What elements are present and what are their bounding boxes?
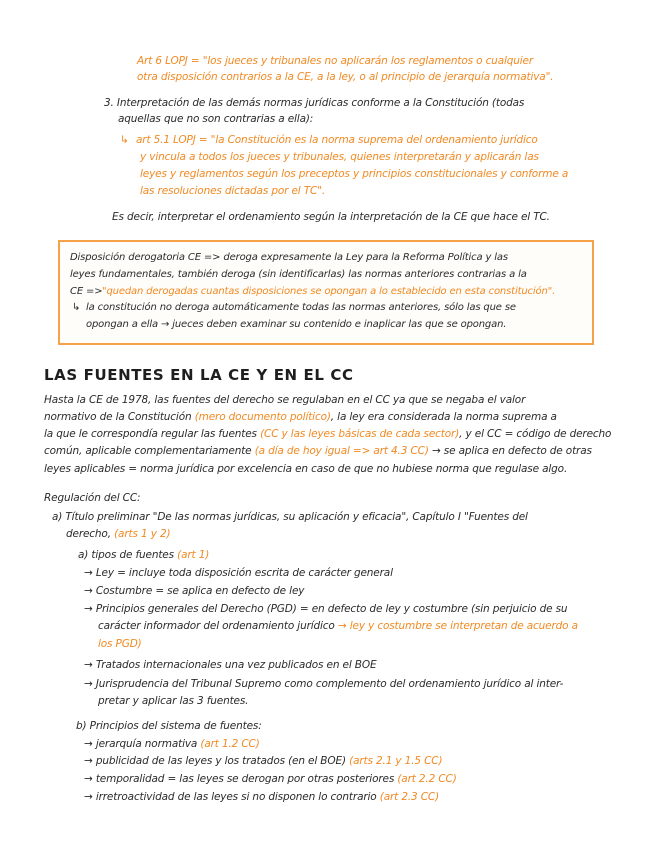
- para1-line3: [44, 427, 611, 441]
- para1-line4-c: → se aplica en defecto de otras: [431, 445, 592, 457]
- art51-line2: y vincula a todos los jueces y tribunales, quienes interpretarán y aplicarán las: [140, 151, 539, 163]
- es-decir-line: Es decir, interpretar el ordenamiento según la interpretación de la CE que hace el TC.: [112, 211, 550, 223]
- item3-line1: 3. Interpretación de las demás normas jurídicas conforme a la Constitución (todas: [104, 97, 525, 109]
- para1-line3-c: , y el CC = código de derecho: [459, 428, 612, 440]
- item-a-line2-b: (arts 1 y 2): [114, 528, 171, 540]
- art51-line1: art 5.1 LOPJ = "la Constitución es la norma suprema del ordenamiento jurídico: [136, 134, 538, 146]
- arrow-icon: ↳: [120, 134, 129, 146]
- para1-line5: leyes aplicables = norma jurídica por excelencia en caso de que no hubiese norma que regulase algo.: [44, 463, 568, 475]
- source-pgd-line1: → Principios generales del Derecho (PGD) = en defecto de ley y costumbre (sin perjuicio de su: [84, 603, 568, 615]
- source-pgd-line2-b: → ley y costumbre se interpretan de acuerdo a: [337, 620, 578, 632]
- principle-temporalidad-text: → temporalidad = las leyes se derogan por otras posteriores: [84, 773, 395, 785]
- para1-line1: Hasta la CE de 1978, las fuentes del derecho se regulaban en el CC ya que se negaba el valor: [44, 394, 526, 406]
- art6-quote-line2: otra disposición contrarios a la CE, a la ley, o al principio de jerarquía normativa".: [137, 71, 554, 83]
- para1-line3-b: (CC y las leyes básicas de cada sector): [260, 428, 460, 440]
- principle-temporalidad: [84, 772, 457, 786]
- subitem-a-ref: (art 1): [177, 549, 210, 561]
- item-a-line2: [66, 527, 170, 541]
- box-line3-prefix: CE =>: [70, 286, 103, 297]
- regulation-heading: Regulación del CC:: [44, 492, 141, 504]
- source-pgd-line2: [98, 619, 578, 633]
- item-a-line1: a) Título preliminar "De las normas jurídicas, su aplicación y eficacia", Capítulo I "Fuentes del: [52, 511, 528, 523]
- principle-temporalidad-ref: (art 2.2 CC): [397, 773, 457, 785]
- para1-line4: [44, 444, 592, 458]
- principle-publicidad: [84, 754, 442, 768]
- item3-line2: aquellas que no son contrarias a ella):: [118, 113, 314, 125]
- para1-line2-a: normativo de la Constitución: [44, 411, 192, 423]
- para1-line2: [44, 410, 557, 424]
- source-tratados: → Tratados internacionales una vez publicados en el BOE: [84, 659, 377, 671]
- source-jurisprudencia-line1: → Jurisprudencia del Tribunal Supremo como complemento del ordenamiento jurídico al inter-: [84, 678, 564, 690]
- art51-line4: las resoluciones dictadas por el TC".: [140, 185, 326, 197]
- source-pgd-line2-a: carácter informador del ordenamiento jurídico: [98, 620, 335, 632]
- para1-line2-c: , la ley era considerada la norma suprema a: [330, 411, 557, 423]
- principle-irretroactividad-ref: (art 2.3 CC): [379, 791, 440, 803]
- para1-line3-a: la que le correspondía regular las fuentes: [44, 428, 257, 440]
- art6-quote-line1: Art 6 LOPJ = "los jueces y tribunales no aplicarán los reglamentos o cualquier: [137, 55, 534, 67]
- subitem-b: b) Principios del sistema de fuentes:: [76, 720, 262, 732]
- principle-publicidad-text: → publicidad de las leyes y los tratados (en el BOE): [84, 755, 346, 767]
- source-ley: → Ley = incluye toda disposición escrita de carácter general: [84, 567, 393, 579]
- para1-line4-b: (a día de hoy igual => art 4.3 CC): [254, 445, 429, 457]
- principle-jerarquia: [84, 737, 260, 751]
- box-line1: Disposición derogatoria CE => deroga expresamente la Ley para la Reforma Política y las: [70, 252, 508, 263]
- principle-jerarquia-text: → jerarquía normativa: [84, 738, 198, 750]
- box-line2: leyes fundamentales, también deroga (sin identificarlas) las normas anteriores contrarias a la: [70, 269, 527, 280]
- principle-irretroactividad: [84, 790, 439, 804]
- art51-line3: leyes y reglamentos según los preceptos y principios constitucionales y conforme a: [140, 168, 569, 180]
- box-line3-quote: "quedan derogadas cuantas disposiciones se opongan a lo establecido en esta constitución".: [102, 286, 556, 297]
- principle-irretroactividad-text: → irretroactividad de las leyes si no disponen lo contrario: [84, 791, 377, 803]
- subitem-a-text: a) tipos de fuentes: [78, 549, 174, 561]
- principle-publicidad-ref: (arts 2.1 y 1.5 CC): [349, 755, 443, 767]
- subitem-a: [78, 548, 209, 562]
- item-a-line2-a: derecho,: [66, 528, 111, 540]
- para1-line2-b: (mero documento político): [194, 411, 331, 423]
- source-jurisprudencia-line2: pretar y aplicar las 3 fuentes.: [98, 695, 249, 707]
- box-line5: opongan a ella → jueces deben examinar su contenido e inaplicar las que se opongan.: [86, 319, 507, 330]
- principle-jerarquia-ref: (art 1.2 CC): [200, 738, 260, 750]
- source-costumbre: → Costumbre = se aplica en defecto de ley: [84, 585, 305, 597]
- arrow-icon: ↳: [72, 302, 81, 313]
- section-title: LAS FUENTES EN LA CE Y EN EL CC: [44, 366, 354, 384]
- source-pgd-line3: los PGD): [98, 638, 142, 650]
- para1-line4-a: común, aplicable complementariamente: [44, 445, 252, 457]
- box-line4: la constitución no deroga automáticamente todas las normas anteriores, sólo las que se: [86, 302, 516, 313]
